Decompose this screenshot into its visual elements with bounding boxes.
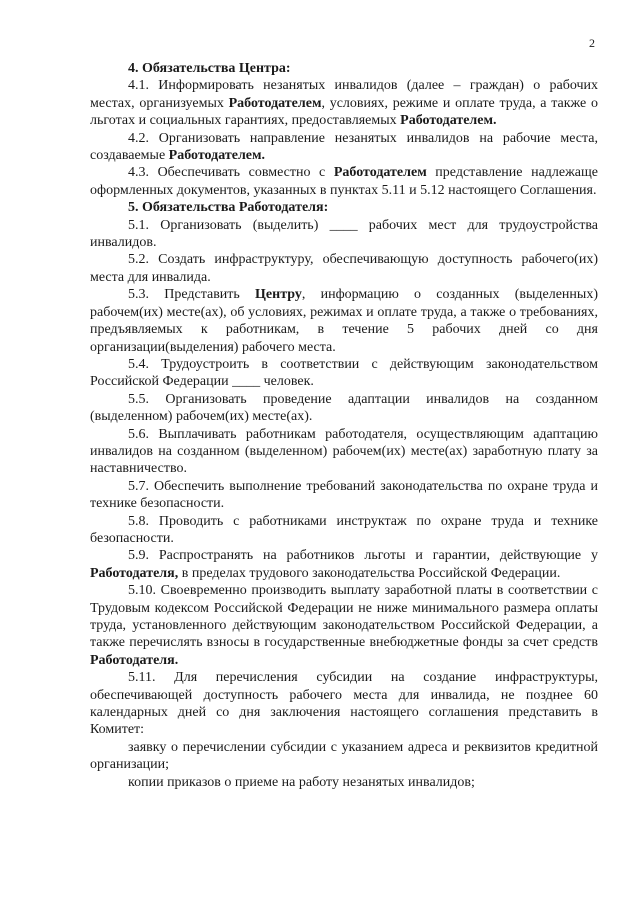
- page-number: 2: [589, 36, 595, 50]
- clause-4-2: 4.2. Организовать направление незанятых инвалидов на рабочие места, создаваемые Работодателем.: [90, 130, 598, 164]
- clause-4-3: 4.3. Обеспечивать совместно с Работодателем представление надлежаще оформленных документов, указанных в пунктах 5.11 и 5.12 настоящего Соглашения.: [90, 165, 598, 198]
- clause-5-9: 5.9. Распространять на работников льготы и гарантии, действующие у Работодателя, в пределах трудового законодательства Российской Федерации.: [90, 548, 598, 581]
- clause-5-11: 5.11. Для перечисления субсидии на создание инфраструктуры, обеспечивающей доступность рабочего места для инвалида, не позднее 60 календарных дней со дня заключения настоящего соглашения представить в Комитет:: [90, 670, 598, 738]
- section-4-heading: 4. Обязательства Центра:: [128, 61, 291, 76]
- clause-5-10: 5.10. Своевременно производить выплату заработной платы в соответствии с Трудовым кодексом Российской Федерации не ниже минимального размера оплаты труда, установленного действующим законодательством Российской Федерации, а также перечислять взносы в государственные внебюджетные фонды за счет средств Работодателя.: [90, 583, 598, 668]
- clause-5-3: 5.3. Представить Центру, информацию о созданных (выделенных) рабочем(их) месте(ах), об условиях, режимах и оплате труда, а также о требованиях, предъявляемых к работникам, в течение 5 рабочих дней со дня организации(выделения) рабочего места.: [90, 287, 598, 355]
- clause-4-1: 4.1. Информировать незанятых инвалидов (далее – граждан) о рабочих местах, организуемых Работодателем, условиях, режиме и оплате труда, а также о льготах и социальных гарантиях, предоставляемых Работодателем.: [90, 78, 598, 129]
- clause-5-1: 5.1. Организовать (выделить) ____ рабочих мест для трудоустройства инвалидов.: [90, 217, 598, 251]
- clause-5-11-item-orders: копии приказов о приеме на работу незанятых инвалидов;: [128, 774, 475, 790]
- clause-5-6: 5.6. Выплачивать работникам работодателя, осуществляющим адаптацию инвалидов на созданном (выделенном) рабочем(их) месте(ах) заработную плату за наставничество.: [90, 426, 598, 477]
- clause-5-4: 5.4. Трудоустроить в соответствии с действующим законодательством Российской Федерации ____ человек.: [90, 356, 598, 390]
- clause-5-8: 5.8. Проводить с работниками инструктаж по охране труда и технике безопасности.: [90, 513, 598, 546]
- clause-5-5: 5.5. Организовать проведение адаптации инвалидов на созданном (выделенном) рабочем(их) месте(ах).: [90, 391, 598, 425]
- clause-5-7: 5.7. Обеспечить выполнение требований законодательства по охране труда и технике безопасности.: [90, 478, 598, 512]
- clause-5-2: 5.2. Создать инфраструктуру, обеспечивающую доступность рабочего(их) места для инвалида.: [90, 252, 598, 285]
- document-body: [90, 60, 598, 791]
- section-5-heading: 5. Обязательства Работодателя:: [128, 200, 329, 216]
- clause-5-11-item-application: заявку о перечислении субсидии с указанием адреса и реквизитов кредитной организации;: [90, 739, 598, 773]
